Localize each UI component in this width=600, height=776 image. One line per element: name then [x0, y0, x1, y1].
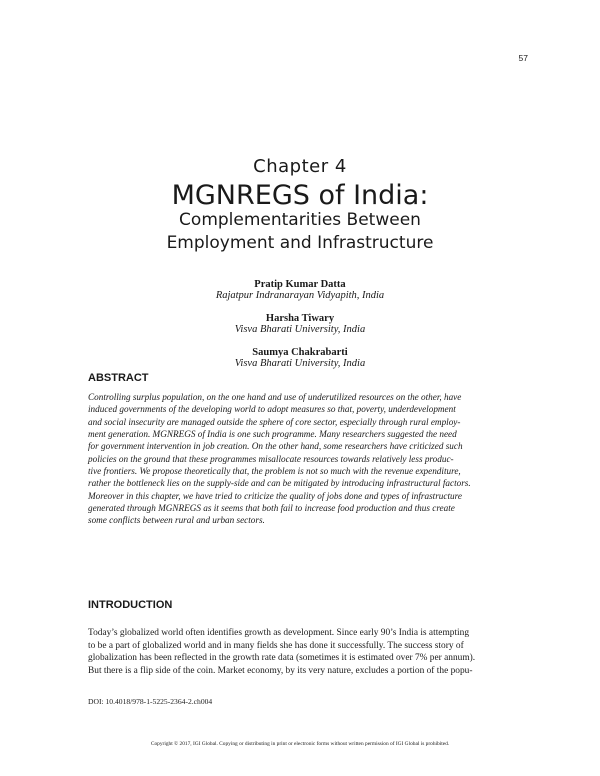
chapter-subtitle-line: Complementarities Between [179, 210, 421, 230]
introduction-heading: INTRODUCTION [88, 599, 173, 611]
chapter-title: MGNREGS of India: [171, 180, 429, 211]
author-block [0, 313, 600, 335]
abstract-line: rather the bottleneck lies on the supply-side and can be mitigated by introducing infrastructural factors. [88, 478, 471, 489]
author-block [0, 347, 600, 369]
abstract-line: generated through MGNREGS as it seems that both fail to increase food production and thus create [88, 503, 455, 514]
author-name: Harsha Tiwary [265, 313, 335, 324]
chapter-subtitle-line: Employment and Infrastructure [166, 233, 434, 253]
abstract-line: and social insecurity are managed outside the sphere of core sector, especially through rural employ- [88, 416, 461, 427]
author-block [0, 279, 600, 301]
abstract-line: some conflicts between rural and urban sectors. [88, 515, 265, 526]
abstract-line: Controlling surplus population, on the one hand and use of underutilized resources on the other, have [88, 392, 462, 402]
abstract-line: Moreover in this chapter, we have tried to criticize the quality of jobs done and types of infrastructure [88, 490, 462, 501]
introduction-line: globalization has been reflected in the growth rate data (sometimes it is estimated over 7% per annum). [88, 653, 476, 664]
author-name: Pratip Kumar Datta [254, 279, 346, 290]
introduction-line: But there is a flip side of the coin. Market economy, by its very nature, excludes a portion of the popu- [88, 666, 473, 677]
copyright-notice: Copyright © 2017, IGI Global. Copying or distributing in print or electronic forms without written permission of IGI Global is prohibited. [150, 741, 450, 747]
author-affiliation: Rajatpur Indranarayan Vidyapith, India [215, 290, 385, 301]
abstract-line: policies on the ground that these programmes misallocate resources towards relatively less produc- [88, 453, 454, 464]
abstract-line: for government intervention in job creation. On the other hand, some researchers have criticized such [88, 441, 463, 452]
abstract-line: tive frontiers. We propose theoretically that, the problem is not so much with the revenue expenditure, [88, 466, 461, 477]
author-affiliation: Visva Bharati University, India [234, 324, 366, 335]
chapter-label: Chapter 4 [253, 156, 347, 177]
introduction-text [88, 627, 532, 678]
doi-footnote: DOI: 10.4018/978-1-5225-2364-2.ch004 [88, 697, 213, 706]
author-affiliation: Visva Bharati University, India [234, 358, 366, 369]
page-number: 57 [518, 53, 528, 63]
abstract-text [88, 391, 532, 527]
author-name: Saumya Chakrabarti [252, 347, 348, 358]
introduction-line: to be a part of globalized world and in many fields she has done it successfully. The success story of [88, 640, 464, 651]
abstract-heading: ABSTRACT [88, 372, 149, 384]
introduction-line: Today’s globalized world often identifies growth as development. Since early 90’s India is attempting [88, 628, 470, 638]
abstract-line: ment generation. MGNREGS of India is one such programme. Many researchers suggested the need [88, 429, 457, 440]
abstract-line: induced governments of the developing world to adopt measures so that, poverty, underdevelopment [88, 404, 456, 415]
